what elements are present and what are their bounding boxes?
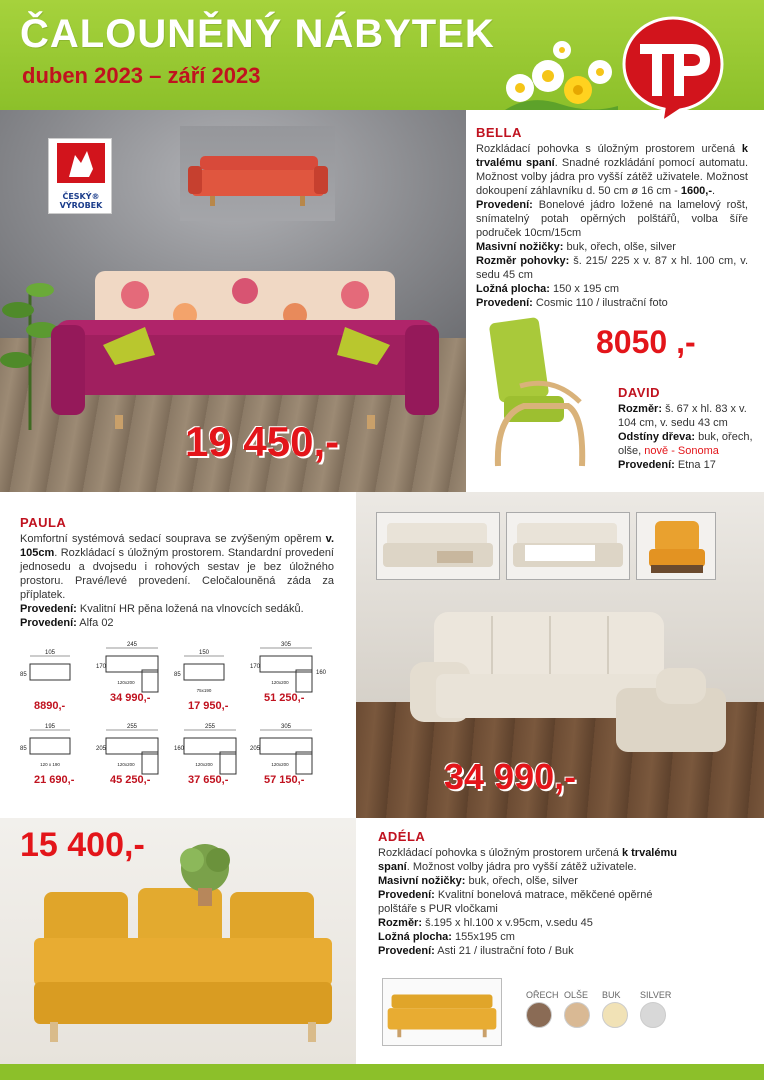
spec-label: Masivní nožičky: xyxy=(378,875,466,887)
bella-intro xyxy=(476,142,748,198)
wood-swatch xyxy=(602,1002,628,1028)
dimension-depth: 85 xyxy=(174,672,181,678)
dimension-depth-2: 160 xyxy=(316,670,326,676)
bella-spec-provedeni-2 xyxy=(476,296,748,310)
bella-spec-nozicky xyxy=(476,240,748,254)
adela-name: ADÉLA xyxy=(378,829,426,844)
bed-size: 75x190 xyxy=(196,688,212,693)
bella-description xyxy=(476,126,748,310)
dimension-depth: 205 xyxy=(250,746,261,752)
dimension-depth: 160 xyxy=(174,746,185,752)
page-title: ČALOUNĚNÝ NÁBYTEK xyxy=(20,12,495,56)
badge-line2: VÝROBEK xyxy=(59,201,103,210)
spec-value: Etna 17 xyxy=(674,459,716,471)
configuration-price: 8890,- xyxy=(34,700,66,712)
bella-photo xyxy=(0,110,466,492)
adela-description xyxy=(378,830,678,958)
bella-intro-b: k trvalému spaní xyxy=(476,143,748,169)
dimension-depth: 205 xyxy=(96,746,107,752)
paula-thumbnail-armchair xyxy=(636,512,716,580)
configuration-price: 57 150,- xyxy=(264,774,305,786)
swatch-label: BUK xyxy=(602,990,621,1000)
david-spec-odstiny xyxy=(618,430,758,458)
adela-spec-rozmer xyxy=(378,916,678,930)
adela-intro-a: Rozkládací pohovka s úložným prostorem určená xyxy=(378,847,622,859)
paula-spec-provedeni xyxy=(20,602,334,616)
paula-thumbnail-open xyxy=(376,512,500,580)
page-subtitle: duben 2023 – září 2023 xyxy=(22,63,261,88)
dimension-depth: 170 xyxy=(96,664,107,670)
bella-unfolded-thumbnail xyxy=(180,126,335,221)
bella-spec-rozmer xyxy=(476,254,748,282)
configuration-price: 51 250,- xyxy=(264,692,305,704)
dimension-width: 150 xyxy=(198,650,210,656)
david-armchair-image xyxy=(484,316,594,476)
spec-value: buk, ořech, olše, xyxy=(618,431,753,457)
adela-unfolded-thumbnail xyxy=(382,978,502,1046)
dimension-depth: 170 xyxy=(250,664,261,670)
wood-swatch xyxy=(640,1002,666,1028)
adela-intro-c: . Možnost volby jádra pro vyšší zátěž uživatele. xyxy=(406,861,637,873)
wood-swatch xyxy=(526,1002,552,1028)
badge-mark: ® xyxy=(91,192,100,201)
paula-thumbnail-bed xyxy=(506,512,630,580)
spec-value: Alfa 02 xyxy=(76,617,114,629)
spec-label: Rozměr pohovky: xyxy=(476,255,570,267)
spec-value: Bonelové jádro ložené na lamelový rošt, snímatelný potah opěrných polštářů, volba šíře područek 10cm/15cm xyxy=(476,199,748,239)
spec-label: Provedení: xyxy=(618,459,675,471)
flowers-decoration xyxy=(500,28,620,110)
spec-value: Asti 21 / ilustrační foto / Buk xyxy=(434,945,574,957)
bella-intro-e: . xyxy=(712,185,716,197)
adela-spec-nozicky xyxy=(378,874,678,888)
plant-decoration xyxy=(170,838,240,908)
bed-size: 120x200 xyxy=(117,680,135,685)
spec-label: Provedení: xyxy=(476,297,533,309)
swatch-label: OŘECH xyxy=(526,990,559,1000)
dimension-depth: 85 xyxy=(20,746,27,752)
bella-intro-d: 1600,- xyxy=(680,185,713,197)
configuration-price: 45 250,- xyxy=(110,774,151,786)
david-spec-rozmer xyxy=(618,402,758,430)
spec-label: Provedení: xyxy=(378,889,435,901)
spec-value: 155x195 cm xyxy=(451,931,515,943)
spec-value: buk, ořech, olše, silver xyxy=(563,241,676,253)
spec-value: 150 x 195 cm xyxy=(549,283,620,295)
adela-spec-lozna xyxy=(378,930,678,944)
spec-label: Provedení: xyxy=(476,199,533,211)
bella-sofa-image xyxy=(45,265,445,440)
cesky-vyrobek-badge xyxy=(48,138,112,214)
brand-logo xyxy=(618,14,728,124)
bella-name: BELLA xyxy=(476,125,522,140)
spec-value: Kvalitní HR pěna ložená na vlnovcích sedáků. xyxy=(76,603,304,615)
spec-label: Provedení: xyxy=(20,603,77,615)
dimension-width: 255 xyxy=(126,724,138,730)
adela-intro-b: k trvalému spaní xyxy=(378,847,677,873)
adela-intro xyxy=(378,846,678,874)
spec-label: Provedení: xyxy=(20,617,77,629)
david-spec-provedeni xyxy=(618,458,758,472)
spec-value: š. 215/ 225 x v. 87 x hl. 100 cm, v. sedu 45 cm xyxy=(476,255,749,281)
spec-value: Kvalitní bonelová matrace, měkčené opěrné polštáře s PUR vločkami xyxy=(378,889,653,915)
spec-value-new: nově - Sonoma xyxy=(644,445,719,457)
bella-intro-c: . Snadné rozkládání pomocí automatu. Možnost volby jádra pro vyšší zátěž uživatele. Možnost dokoupení záhlavníku d. 50 cm ø 16 cm - xyxy=(476,157,749,197)
spec-value: š.195 x hl.100 x v.95cm, v.sedu 45 xyxy=(422,917,593,929)
dimension-width: 255 xyxy=(204,724,216,730)
bed-size: 120x200 xyxy=(271,762,289,767)
paula-intro-a: Komfortní systémová sedací souprava se zvýšeným opěrem xyxy=(20,533,326,545)
dimension-width: 305 xyxy=(280,724,292,730)
configuration-price: 37 650,- xyxy=(188,774,229,786)
spec-label: Rozměr: xyxy=(618,403,663,415)
david-name: DAVID xyxy=(618,385,660,400)
spec-value: Cosmic 110 / ilustrační foto xyxy=(532,297,668,309)
paula-spec-provedeni-2 xyxy=(20,616,334,630)
paula-price: 34 990,- xyxy=(444,756,577,797)
bella-spec-lozna xyxy=(476,282,748,296)
spec-label: Rozměr: xyxy=(378,917,423,929)
spec-label: Odstíny dřeva: xyxy=(618,431,696,443)
dimension-width: 105 xyxy=(44,650,56,656)
bed-size: 120x200 xyxy=(195,762,213,767)
page-header xyxy=(0,0,764,110)
bella-price: 19 450,- xyxy=(185,418,340,465)
dimension-depth: 85 xyxy=(20,672,27,678)
spec-label: Masivní nožičky: xyxy=(476,241,564,253)
spec-value: buk, ořech, olše, silver xyxy=(465,875,578,887)
paula-name: PAULA xyxy=(20,515,67,530)
swatch-label: OLŠE xyxy=(564,990,589,1000)
dimension-width: 305 xyxy=(280,642,292,648)
swatch-label: SILVER xyxy=(640,990,672,1000)
bella-spec-provedeni xyxy=(476,198,748,240)
spec-value: š. 67 x hl. 83 x v. 104 cm, v. sedu 43 cm xyxy=(618,403,747,429)
wood-swatch xyxy=(564,1002,590,1028)
configuration-price: 34 990,- xyxy=(110,692,151,704)
page-footer xyxy=(0,1064,764,1080)
paula-intro xyxy=(20,532,334,602)
adela-spec-provedeni xyxy=(378,888,678,916)
bed-size: 120x200 xyxy=(271,680,289,685)
paula-photo xyxy=(356,492,764,818)
bed-size: 120x200 xyxy=(117,762,135,767)
paula-sofa-image xyxy=(406,602,736,762)
paula-description xyxy=(20,516,334,630)
bed-size: 120 x 190 xyxy=(40,762,60,767)
dimension-width: 245 xyxy=(126,642,138,648)
dimension-width: 195 xyxy=(44,724,56,730)
spec-label: Provedení: xyxy=(378,945,435,957)
bella-intro-a: Rozkládací pohovka s úložným prostorem určená xyxy=(476,143,742,155)
paula-intro-c: . Rozkládací s úložným prostorem. Standardní provedení jednosedu a dvojsedu i rohových sestav je bez úložného prostoru. Pravé/levé provedení. Celočalouněná záda za příplatek. xyxy=(20,547,334,601)
configuration-price: 17 950,- xyxy=(188,700,229,712)
badge-line1: ČESKÝ xyxy=(62,192,92,201)
paula-intro-b: v. 105cm xyxy=(20,533,334,559)
configuration-price: 21 690,- xyxy=(34,774,75,786)
spec-label: Ložná plocha: xyxy=(476,283,550,295)
spec-label: Ložná plocha: xyxy=(378,931,452,943)
adela-price: 15 400,- xyxy=(20,826,145,864)
david-price: 8050 ,- xyxy=(596,324,696,360)
david-description xyxy=(618,386,758,472)
adela-spec-provedeni-2 xyxy=(378,944,678,958)
